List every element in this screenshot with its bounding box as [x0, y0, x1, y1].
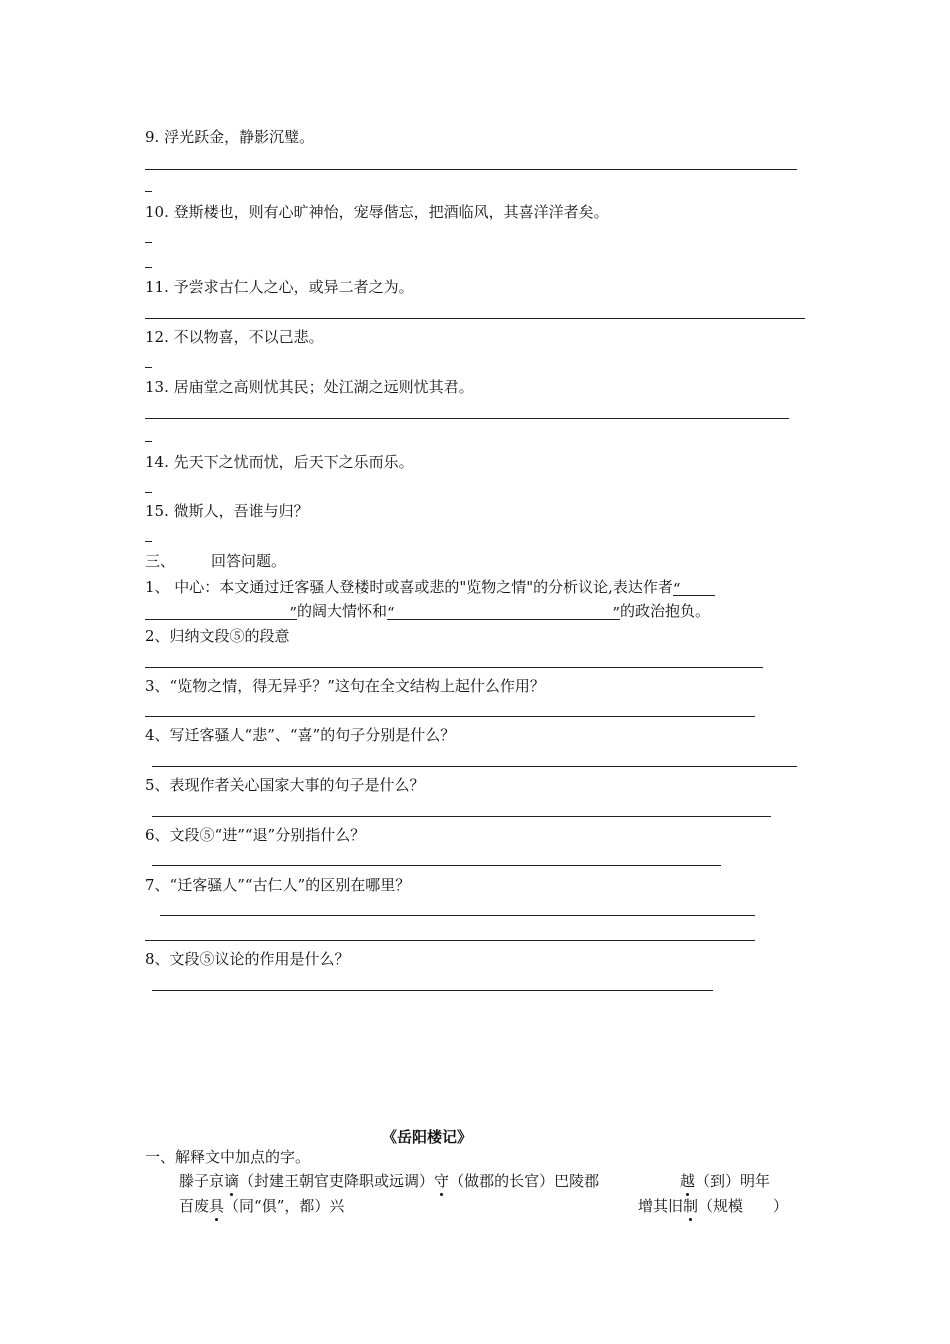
answer-line	[160, 915, 755, 916]
answer-line	[145, 940, 755, 941]
answer-line	[145, 169, 797, 170]
item-10: 10. 登斯楼也，则有心旷神怡，宠辱偕忘，把酒临风，其喜洋洋者矣。	[145, 203, 609, 221]
item-11: 11. 予尝求古仁人之心，或异二者之为。	[145, 278, 414, 296]
annotation-line-2: 百废具（同“俱”，都）兴	[179, 1197, 345, 1215]
answer-line	[152, 766, 797, 767]
question-8: 8、文段⑤议论的作用是什么？	[145, 950, 350, 968]
answer-line	[152, 816, 771, 817]
answer-dash	[145, 541, 152, 542]
dotted-char: 具	[209, 1197, 225, 1215]
answer-line	[152, 865, 721, 866]
question-1-mid: 的阔大情怀和	[297, 602, 388, 620]
answer-line	[152, 990, 713, 991]
answer-line	[145, 318, 805, 319]
blank-underline: “	[673, 579, 715, 596]
annotation-line-2-right: 增其旧制（规模 ）	[638, 1197, 789, 1215]
dotted-char: 守	[434, 1172, 450, 1190]
answer-line	[145, 667, 763, 668]
item-13: 13. 居庙堂之高则忧其民；处江湖之远则忧其君。	[145, 378, 474, 396]
answer-dash	[145, 191, 152, 192]
question-1-line-2	[145, 601, 710, 621]
annotation-line-1: 滕子京谪（封建王朝官吏降职或远调）守（做郡的长官）巴陵郡	[179, 1172, 600, 1190]
answer-dash	[145, 242, 152, 243]
dotted-char: 制	[683, 1197, 699, 1215]
question-4: 4、写迁客骚人“悲”、“喜”的句子分别是什么？	[145, 726, 456, 744]
answer-line	[145, 716, 755, 717]
question-3: 3、“览物之情，得无异乎？”这句在全文结构上起什么作用？	[145, 677, 545, 695]
dotted-char: 越	[680, 1172, 696, 1190]
question-1-line-1	[145, 577, 715, 597]
question-5: 5、表现作者关心国家大事的句子是什么？	[145, 776, 425, 794]
section-3-number: 三、	[145, 552, 176, 570]
item-9: 9. 浮光跃金，静影沉璧。	[145, 128, 315, 146]
answer-dash	[145, 492, 152, 493]
section-1-heading: 一、解释文中加点的字。	[145, 1148, 311, 1166]
question-2: 2、归纳文段⑤的段意	[145, 627, 290, 645]
annotation-line-1-right: 越（到）明年	[680, 1172, 771, 1190]
page-title: 《岳阳楼记》	[382, 1128, 473, 1146]
answer-dash	[145, 367, 152, 368]
item-14: 14. 先天下之忧而忧，后天下之乐而乐。	[145, 453, 414, 471]
section-3-heading: 回答问题。	[211, 552, 287, 570]
question-7: 7、“迁客骚人”“古仁人”的区别在哪里？	[145, 876, 411, 894]
item-12: 12. 不以物喜，不以己悲。	[145, 328, 324, 346]
answer-dash	[145, 267, 152, 268]
question-6: 6、文段⑤“进”“退”分别指什么？	[145, 826, 366, 844]
blank-underline: “ ”	[387, 604, 621, 622]
item-15: 15. 微斯人，吾谁与归？	[145, 502, 309, 520]
answer-line	[145, 418, 789, 419]
answer-dash	[145, 441, 152, 442]
blank-underline: ”	[145, 603, 297, 620]
question-1-text: 1、 中心：本文通过迁客骚人登楼时或喜或悲的"览物之情"的分析议论,表达作者	[145, 578, 673, 596]
dotted-char: 谪	[224, 1172, 240, 1190]
question-1-end: 的政治抱负。	[620, 602, 711, 620]
